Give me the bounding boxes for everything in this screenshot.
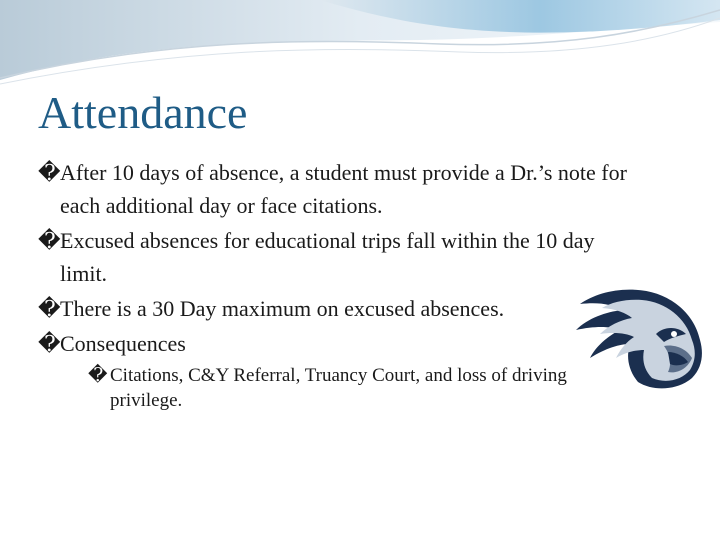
bullet-item bbox=[38, 327, 638, 360]
bullet-glyph: � bbox=[38, 228, 61, 253]
header-wave-decoration bbox=[0, 0, 720, 90]
bullet-glyph: � bbox=[38, 331, 61, 356]
bullet-glyph: � bbox=[88, 365, 108, 386]
bullet-glyph: � bbox=[38, 160, 61, 185]
bullet-text: After 10 days of absence, a student must provide a Dr.’s note for each additional day or face citations. bbox=[60, 160, 627, 218]
bullet-text: There is a 30 Day maximum on excused absences. bbox=[60, 296, 505, 321]
eagle-head-icon bbox=[568, 282, 708, 394]
bullet-text: Excused absences for educational trips fall within the 10 day limit. bbox=[60, 228, 595, 286]
sub-bullet-item bbox=[88, 363, 590, 413]
sub-bullet-text: Citations, C&Y Referral, Truancy Court, and loss of driving privilege. bbox=[110, 365, 567, 411]
bullet-item bbox=[38, 156, 638, 222]
bullet-list bbox=[38, 156, 638, 415]
bullet-item bbox=[38, 224, 638, 290]
bullet-item bbox=[38, 292, 638, 325]
bullet-glyph: � bbox=[38, 296, 61, 321]
slide-title: Attendance bbox=[38, 87, 248, 138]
bullet-text: Consequences bbox=[60, 331, 186, 356]
